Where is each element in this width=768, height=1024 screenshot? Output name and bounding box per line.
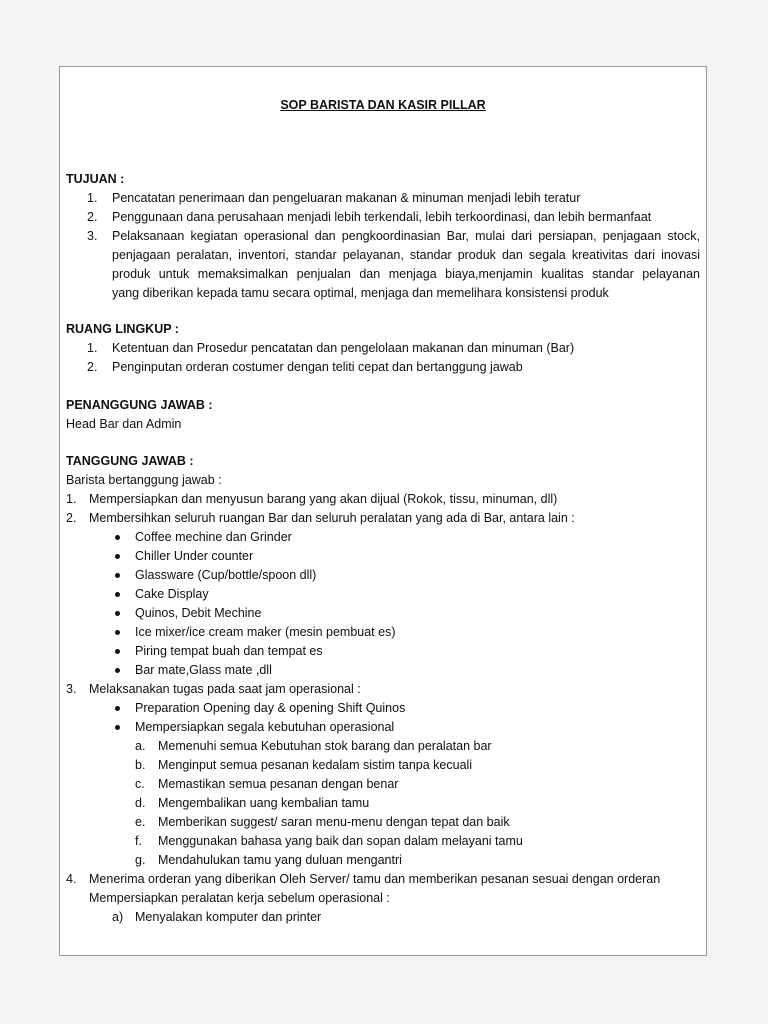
bullet-text: Quinos, Debit Mechine bbox=[135, 606, 262, 620]
bullet-text: Glassware (Cup/bottle/spoon dll) bbox=[135, 568, 317, 582]
list-item-continuation bbox=[60, 246, 706, 265]
sub-list-text: Memenuhi semua Kebutuhan stok barang dan peralatan bar bbox=[158, 739, 492, 753]
sub-list-text: Menggunakan bahasa yang baik dan sopan dalam melayani tamu bbox=[158, 834, 523, 848]
list-number: 2. bbox=[66, 511, 77, 525]
penanggung-jawab-text: Head Bar dan Admin bbox=[66, 417, 182, 431]
list-text: Mempersiapkan peralatan kerja sebelum operasional : bbox=[89, 891, 390, 905]
list-item bbox=[60, 680, 706, 699]
bullet-text: Ice mixer/ice cream maker (mesin pembuat es) bbox=[135, 625, 396, 639]
bullet-icon bbox=[115, 649, 120, 654]
list-item-continuation bbox=[60, 889, 706, 908]
document-page bbox=[59, 66, 707, 956]
sub-list-letter: g. bbox=[135, 853, 146, 867]
bullet-icon bbox=[115, 611, 120, 616]
sub-list-item bbox=[60, 813, 706, 832]
sub-list-letter: b. bbox=[135, 758, 146, 772]
tanggung-jawab-intro: Barista bertanggung jawab : bbox=[66, 473, 222, 487]
list-text: Pelaksanaan kegiatan operasional dan pengkoordinasian Bar, mulai dari persiapan, penjagaan stock, bbox=[112, 229, 700, 243]
list-text: Ketentuan dan Prosedur pencatatan dan pengelolaan makanan dan minuman (Bar) bbox=[112, 341, 575, 355]
bullet-item bbox=[60, 547, 706, 566]
bullet-icon bbox=[115, 630, 120, 635]
list-text: Melaksanakan tugas pada saat jam operasional : bbox=[89, 682, 361, 696]
sub-list-text: Memberikan suggest/ saran menu-menu dengan tepat dan baik bbox=[158, 815, 510, 829]
list-item-continuation bbox=[60, 284, 706, 303]
list-number: 2. bbox=[87, 210, 98, 224]
sub-list-letter: d. bbox=[135, 796, 146, 810]
list-item-continuation bbox=[60, 265, 706, 284]
list-text: Penggunaan dana perusahaan menjadi lebih terkendali, lebih terkoordinasi, dan lebih bermanfaat bbox=[112, 210, 652, 224]
sub-list-item bbox=[60, 775, 706, 794]
bullet-text: Coffee mechine dan Grinder bbox=[135, 530, 292, 544]
penanggung-jawab-heading: PENANGGUNG JAWAB : bbox=[66, 398, 213, 412]
list-item bbox=[60, 358, 706, 377]
bullet-text: Preparation Opening day & opening Shift Quinos bbox=[135, 701, 406, 715]
bullet-item bbox=[60, 642, 706, 661]
bullet-item bbox=[60, 528, 706, 547]
list-item bbox=[60, 490, 706, 509]
list-number: 2. bbox=[87, 360, 98, 374]
sub-list-item bbox=[60, 832, 706, 851]
bullet-text: Cake Display bbox=[135, 587, 209, 601]
tujuan-heading: TUJUAN : bbox=[66, 172, 125, 186]
list-item bbox=[60, 227, 706, 246]
bullet-text: Piring tempat buah dan tempat es bbox=[135, 644, 323, 658]
bullet-text: Mempersiapkan segala kebutuhan operasional bbox=[135, 720, 395, 734]
list-number: 4. bbox=[66, 872, 77, 886]
sub-list-item bbox=[60, 908, 706, 927]
bullet-icon bbox=[115, 668, 120, 673]
list-item bbox=[60, 208, 706, 227]
list-text: Pencatatan penerimaan dan pengeluaran makanan & minuman menjadi lebih teratur bbox=[112, 191, 581, 205]
sub-list-text: Mendahulukan tamu yang duluan mengantri bbox=[158, 853, 402, 867]
bullet-icon bbox=[115, 554, 120, 559]
bullet-icon bbox=[115, 706, 120, 711]
bullet-item bbox=[60, 566, 706, 585]
list-item bbox=[60, 509, 706, 528]
document-title: SOP BARISTA DAN KASIR PILLAR bbox=[280, 98, 486, 112]
bullet-item bbox=[60, 585, 706, 604]
sub-list-letter: a) bbox=[112, 910, 124, 924]
list-text: yang diberikan kepada tamu secara optimal, menjaga dan memelihara konsistensi produk bbox=[112, 286, 609, 300]
sub-list-text: Menyalakan komputer dan printer bbox=[135, 910, 322, 924]
bullet-item bbox=[60, 623, 706, 642]
bullet-item bbox=[60, 661, 706, 680]
sub-list-letter: e. bbox=[135, 815, 146, 829]
list-text: Membersihkan seluruh ruangan Bar dan seluruh peralatan yang ada di Bar, antara lain : bbox=[89, 511, 575, 525]
bullet-item bbox=[60, 604, 706, 623]
list-number: 3. bbox=[66, 682, 77, 696]
list-text: Mempersiapkan dan menyusun barang yang akan dijual (Rokok, tissu, minuman, dll) bbox=[89, 492, 558, 506]
list-item bbox=[60, 189, 706, 208]
bullet-icon bbox=[115, 573, 120, 578]
sub-list-item bbox=[60, 756, 706, 775]
bullet-text: Chiller Under counter bbox=[135, 549, 254, 563]
list-number: 1. bbox=[66, 492, 77, 506]
bullet-icon bbox=[115, 535, 120, 540]
bullet-item bbox=[60, 699, 706, 718]
sub-list-item bbox=[60, 794, 706, 813]
list-text: penjagaan peralatan, inventori, standar pelayanan, standar produk dan segala kreativitas dari inovasi bbox=[112, 248, 700, 262]
list-number: 1. bbox=[87, 191, 98, 205]
sub-list-text: Memastikan semua pesanan dengan benar bbox=[158, 777, 399, 791]
sub-list-letter: a. bbox=[135, 739, 146, 753]
list-item bbox=[60, 870, 706, 889]
bullet-item bbox=[60, 718, 706, 737]
sub-list-item bbox=[60, 851, 706, 870]
list-text: Menerima orderan yang diberikan Oleh Server/ tamu dan memberikan pesanan sesuai dengan orderan bbox=[89, 872, 661, 886]
sub-list-letter: c. bbox=[135, 777, 145, 791]
sub-list-letter: f. bbox=[135, 834, 142, 848]
sub-list-text: Menginput semua pesanan kedalam sistim tanpa kecuali bbox=[158, 758, 473, 772]
bullet-text: Bar mate,Glass mate ,dll bbox=[135, 663, 272, 677]
list-item bbox=[60, 339, 706, 358]
list-text: Penginputan orderan costumer dengan teliti cepat dan bertanggung jawab bbox=[112, 360, 523, 374]
bullet-icon bbox=[115, 592, 120, 597]
list-text: produk untuk memaksimalkan penjualan dan menjaga biaya,menjamin kualitas standar pelayanan bbox=[112, 267, 700, 281]
list-number: 3. bbox=[87, 229, 98, 243]
bullet-icon bbox=[115, 725, 120, 730]
ruang-lingkup-heading: RUANG LINGKUP : bbox=[66, 322, 179, 336]
list-number: 1. bbox=[87, 341, 98, 355]
tanggung-jawab-heading: TANGGUNG JAWAB : bbox=[66, 454, 194, 468]
sub-list-text: Mengembalikan uang kembalian tamu bbox=[158, 796, 370, 810]
sub-list-item bbox=[60, 737, 706, 756]
